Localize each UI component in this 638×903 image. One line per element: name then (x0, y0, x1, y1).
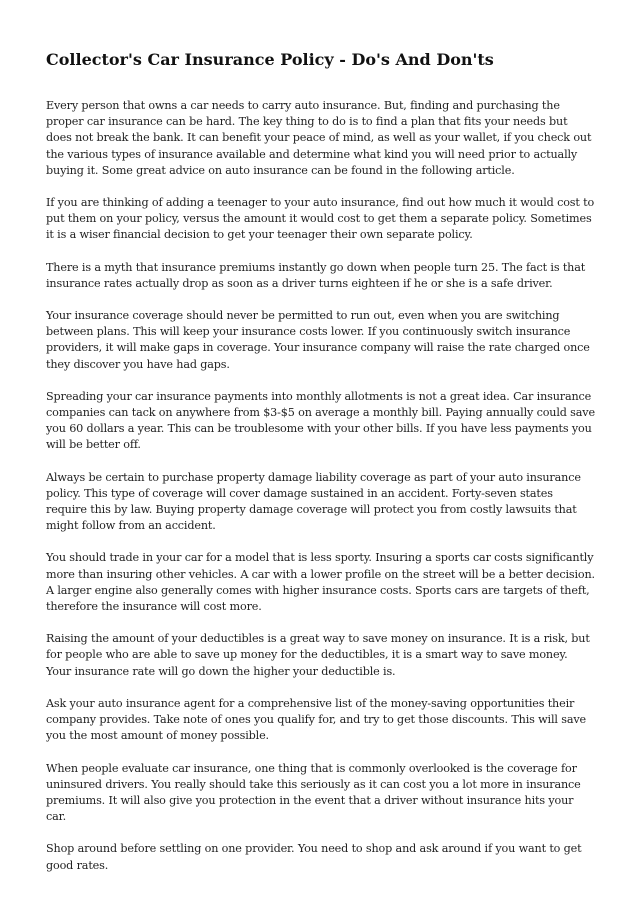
paragraph-8: Raising the amount of your deductibles is a great way to save money on insurance. It is a risk, but for people who are able to save up money for the deductibles, it is a smart way to save money. Your insurance rate will go down the higher your deductible is. (46, 632, 590, 678)
paragraph-7: You should trade in your car for a model that is less sporty. Insuring a sports car costs significantly more than insuring other vehicles. A car with a lower profile on the street will be a better decision. A larger engine also generally comes with higher insurance costs. Sports cars are targets of theft, therefore the insurance will cost more. (46, 551, 595, 614)
paragraph-10: When people evaluate car insurance, one thing that is commonly overlooked is the coverage for uninsured drivers. You really should take this seriously as it can cost you a lot more in insurance premiums. It will also give you protection in the event that a driver without insurance hits your car. (46, 761, 581, 824)
paragraph-11: Shop around before settling on one provider. You need to shop and ask around if you want to get good rates. (46, 842, 582, 872)
document-page (46, 50, 596, 890)
paragraph-3: There is a myth that insurance premiums instantly go down when people turn 25. The fact is that insurance rates actually drop as soon as a driver turns eighteen if he or she is a safe driver. (46, 260, 586, 290)
document-title: Collector's Car Insurance Policy - Do's And Don'ts (46, 50, 494, 69)
paragraph-2: If you are thinking of adding a teenager to your auto insurance, find out how much it would cost to put them on your policy, versus the amount it would cost to get them a separate policy. Sometimes it is a wiser financial decision to get your teenager their own separate policy. (46, 196, 595, 242)
paragraph-5: Spreading your car insurance payments into monthly allotments is not a great idea. Car insurance companies can tack on anywhere from $3-$5 on average a monthly bill. Paying annually could save you 60 dollars a year. This can be troublesome with your other bills. If you have less payments you will be better off. (46, 389, 595, 452)
paragraph-6: Always be certain to purchase property damage liability coverage as part of your auto insurance policy. This type of coverage will cover damage sustained in an accident. Forty-seven states require this by law. Buying property damage coverage will protect you from costly lawsuits that might follow from an accident. (46, 470, 581, 533)
paragraph-4: Your insurance coverage should never be permitted to run out, even when you are switching between plans. This will keep your insurance costs lower. If you continuously switch insurance providers, it will make gaps in coverage. Your insurance company will raise the rate charged once they discover you have had gaps. (46, 309, 590, 371)
paragraph-9: Ask your auto insurance agent for a comprehensive list of the money-saving opportunities their company provides. Take note of ones you qualify for, and try to get those discounts. This will save you the most amount of money possible. (46, 696, 587, 743)
paragraph-1: Every person that owns a car needs to carry auto insurance. But, finding and purchasing the proper car insurance can be hard. The key thing to do is to find a plan that fits your needs but does not break the bank. It can benefit your peace of mind, as well as your wallet, if you check out the various types of insurance available and determine what kind you will need prior to actually buying it. Some great advice on auto insurance can be found in the following article. (46, 99, 592, 177)
